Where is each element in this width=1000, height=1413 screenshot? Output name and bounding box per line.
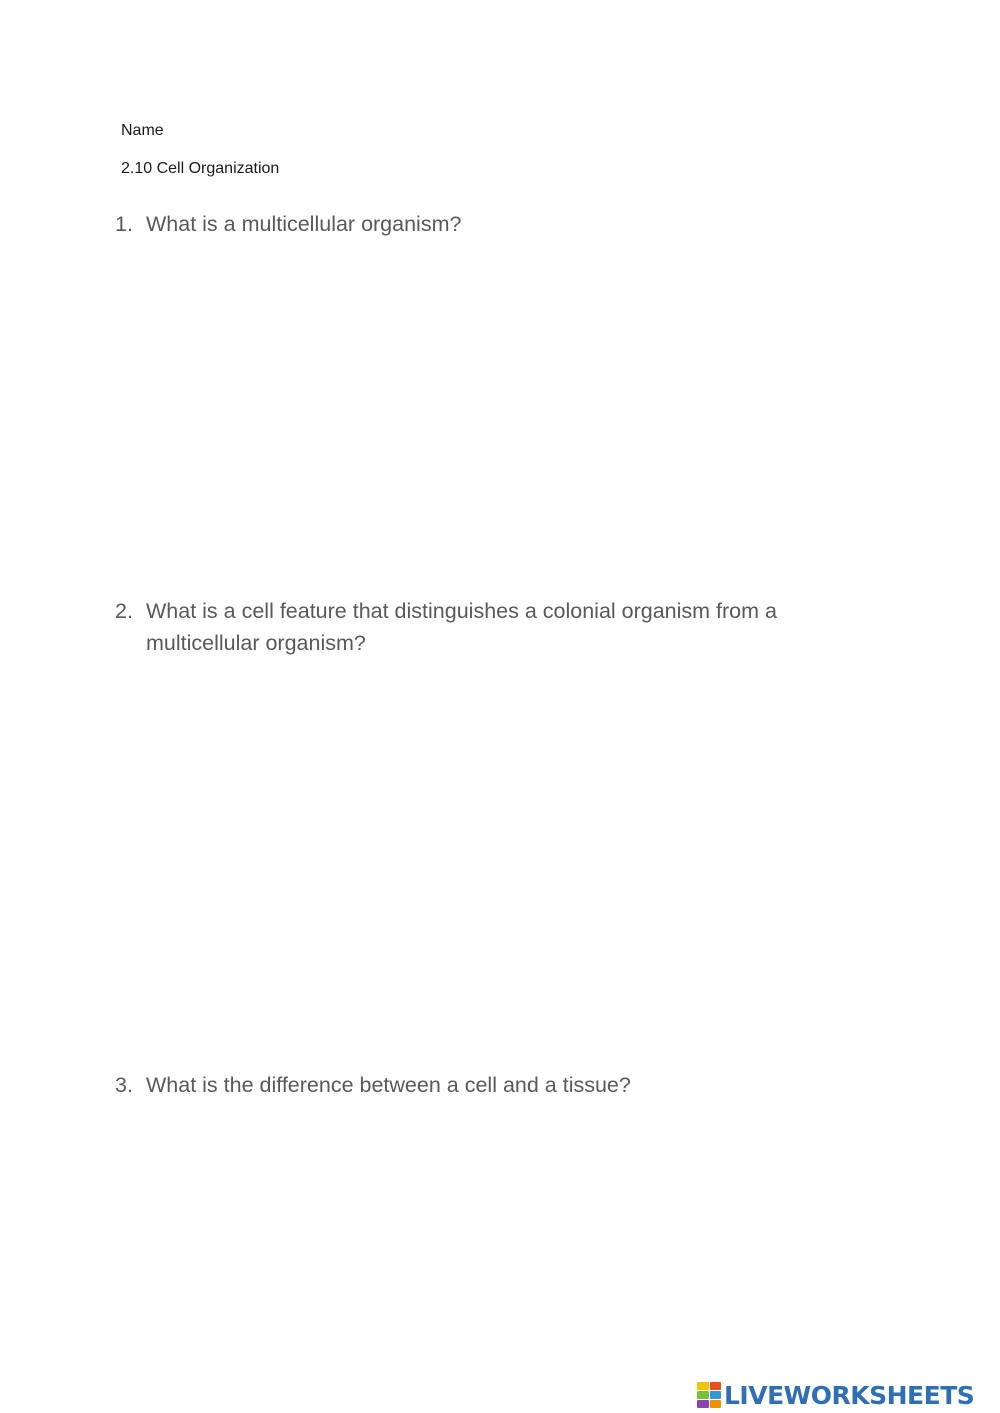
mark-tile-icon bbox=[697, 1382, 709, 1390]
mark-tile-icon bbox=[710, 1400, 722, 1408]
question-2 bbox=[115, 595, 845, 659]
liveworksheets-logo bbox=[697, 1378, 974, 1412]
mark-tile-icon bbox=[710, 1382, 722, 1390]
mark-tile-icon bbox=[697, 1391, 709, 1399]
question-number: 3. bbox=[115, 1073, 133, 1097]
question-text: What is a multicellular organism? bbox=[146, 212, 462, 236]
name-label: Name bbox=[121, 122, 164, 139]
question-text: What is a cell feature that distinguishes a colonial organism from a multicellular organism? bbox=[146, 599, 777, 655]
liveworksheets-mark-icon bbox=[697, 1382, 721, 1408]
question-text: What is the difference between a cell and a tissue? bbox=[146, 1073, 631, 1097]
mark-tile-icon bbox=[697, 1400, 709, 1408]
mark-tile-icon bbox=[710, 1391, 722, 1399]
question-number: 1. bbox=[115, 212, 133, 236]
worksheet-title: 2.10 Cell Organization bbox=[121, 160, 280, 177]
question-number: 2. bbox=[115, 599, 133, 623]
question-1 bbox=[115, 208, 845, 240]
question-3 bbox=[115, 1069, 845, 1101]
liveworksheets-wordmark: LIVEWORKSHEETS bbox=[724, 1380, 975, 1410]
